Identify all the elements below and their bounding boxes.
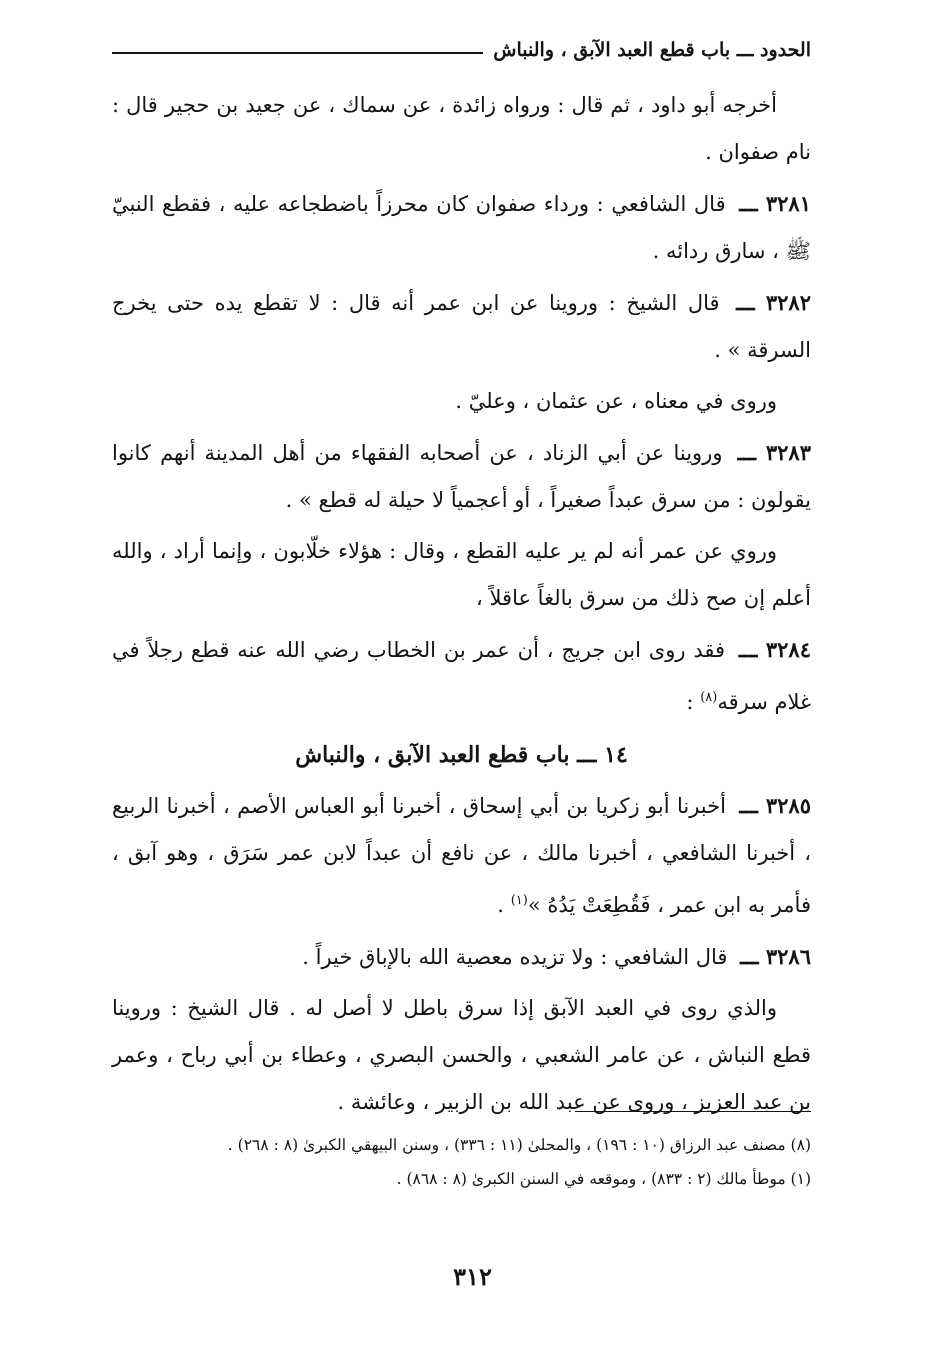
paragraph-3284-tail: : [686,690,701,714]
paragraph-4-text: وروى في معناه ، عن عثمان ، وعليّ . [455,389,777,413]
section-heading: ١٤ ـــ باب قطع العبد الآبق ، والنباش [295,742,628,768]
hadith-number-3285: ٣٢٨٥ ـــ [739,793,811,818]
paragraph-3282-text: قال الشيخ : وروينا عن ابن عمر أنه قال : لا تقطع يده حتى يخرج السرقة » . [112,291,811,362]
footnote-ref-8[interactable]: (٨) [700,690,718,705]
footnote-1: (١) موطأ مالك (٢ : ٨٣٣) ، وموقعه في السنن الكبرىٰ (٨ : ٨٦٨) . [396,1170,811,1188]
paragraph-3285-text: أخبرنا أبو زكريا بن أبي إسحاق ، أخبرنا أبو العباس الأصم ، أخبرنا الربيع ، أخبرنا الشافعي ، أخبرنا مالك ، عن نافع أن عبداً لابن عمر سَرَق ، وهو آبق ، فأمر به ابن عمر ، فَقُطِعَتْ يَدُهُ » [112,794,811,917]
paragraph-10-text: والذي روى في العبد الآبق إذا سرق باطل لا أصل له . قال الشيخ : وروينا قطع النباش ، عن عامر الشعبي ، والحسن البصري ، وعطاء بن أبي رباح ، وعمر بن عبد العزيز ، وروى عن عبد الله بن الزبير ، وعائشة . [112,996,811,1114]
paragraph-6 [112,528,811,622]
hadith-number-3283: ٣٢٨٣ ـــ [737,440,811,465]
paragraph-3284-text: فقد روى ابن جريج ، أن عمر بن الخطاب رضي الله عنه قطع رجلاً في غلام سرقه [112,638,811,714]
page-number: ٣١٢ [453,1262,492,1291]
paragraph-6-text: وروي عن عمر أنه لم ير عليه القطع ، وقال : هؤلاء خلّابون ، وإنما أراد ، والله أعلم إن صح ذلك من سرق بالغاً عاقلاً ، [112,539,811,610]
paragraph-1-text: أخرجه أبو داود ، ثم قال : ورواه زائدة ، عن سماك ، عن جعيد بن حجير قال : نام صفوان . [112,93,811,164]
paragraph-1 [112,82,811,176]
footnote-ref-1[interactable]: (١) [510,893,528,908]
hadith-number-3282: ٣٢٨٢ ـــ [736,290,811,315]
footnote-rule [575,1111,811,1112]
header-rule [112,52,483,54]
paragraph-3286-text: قال الشافعي : ولا تزيده معصية الله بالإباق خيراً . [302,945,728,969]
paragraph-3286 [112,933,811,981]
paragraph-3282 [112,279,811,374]
paragraph-3281 [112,180,811,275]
main-text [112,82,811,1130]
running-title: الحدود ـــ باب قطع العبد الآبق ، والنباش [493,39,811,61]
paragraph-3283 [112,429,811,524]
hadith-number-3286: ٣٢٨٦ ـــ [740,944,811,969]
footnotes [112,1128,811,1196]
paragraph-3285 [112,782,811,929]
hadith-number-3281: ٣٢٨١ ـــ [739,191,811,216]
paragraph-10 [112,985,811,1126]
running-header [112,34,811,66]
paragraph-3281-text: قال الشافعي : ورداء صفوان كان محرزاً باضطجاعه عليه ، فقطع النبيّ ﷺ ، سارق ردائه . [112,192,811,263]
paragraph-3284 [112,626,811,726]
hadith-number-3284: ٣٢٨٤ ـــ [738,637,811,662]
footnote-8: (٨) مصنف عبد الرزاق (١٠ : ١٩٦) ، والمحلىٰ (١١ : ٣٣٦) ، وسنن البيهقي الكبرىٰ (٨ : ٢٦٨) . [227,1136,811,1154]
paragraph-4 [112,378,811,425]
paragraph-3283-text: وروينا عن أبي الزناد ، عن أصحابه الفقهاء من أهل المدينة أنهم كانوا يقولون : من سرق عبداً صغيراً ، أو أعجمياً لا حيلة له قطع » . [112,441,811,512]
paragraph-3285-tail: . [497,893,511,917]
